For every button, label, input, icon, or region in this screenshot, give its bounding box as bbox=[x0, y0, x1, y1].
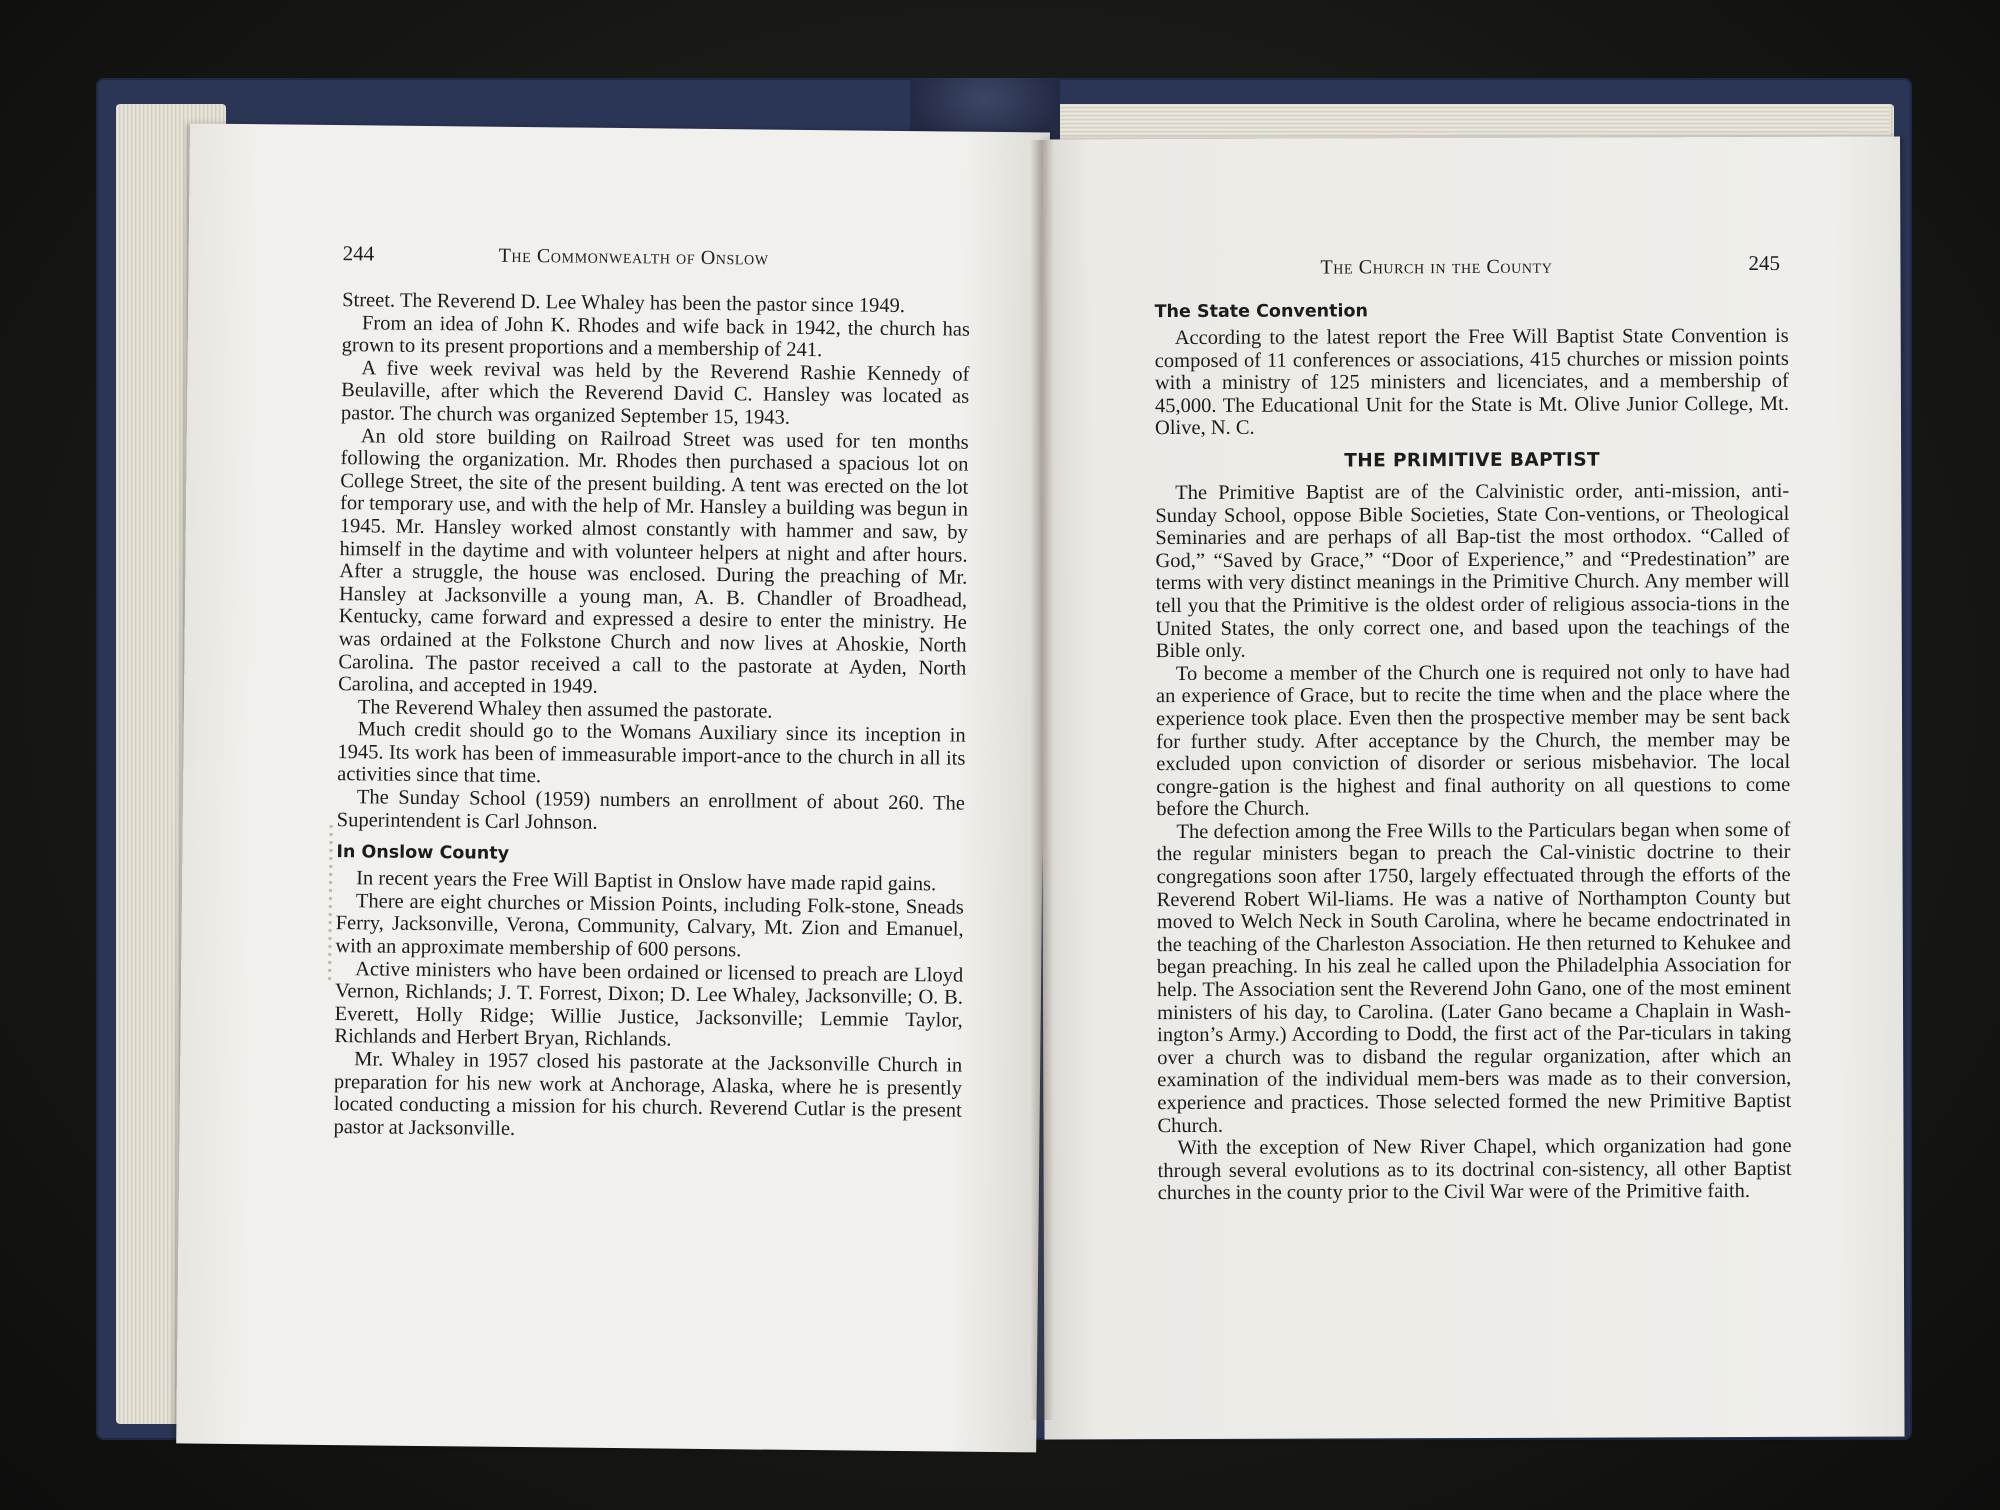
paragraph: Street. The Reverend D. Lee Whaley has been the pastor since 1949. bbox=[342, 289, 906, 317]
left-text-column bbox=[333, 289, 970, 1145]
paragraph: Mr. Whaley in 1957 closed his pastorate at the Jacksonville Church in preparation for his new work at Anchorage, Alaska, where he is presently located conducting a mission for his church. Reverend Cutlar is the present pastor at Jacksonville. bbox=[333, 1048, 963, 1140]
section-heading-state-convention: The State Convention bbox=[1154, 301, 1369, 323]
paragraph: An old store building on Railroad Street was used for ten months following the organization. Mr. Rhodes then purchased a spacious lot on College Street, the site of the present building. A tent was erected on the lot for temporary use, and with the help of Mr. Hansley a building was begun in 1945. Mr. Hansley worked almost constantly with hammer and saw, by himself in the daytime and with volunteer helpers at night and after hours. After a struggle, the house was enclosed. During the preaching of Mr. Hansley at Jacksonville a young man, A. B. Chandler of Broadhead, Kentucky, came forward and expressed a desire to enter the ministry. He was ordained at the Folkstone Church and now lives at Ahoskie, North Carolina. The pastor received a call to the pastorate at Ayden, North Carolina, and accepted in 1949. bbox=[338, 424, 969, 698]
right-page bbox=[1040, 136, 1905, 1439]
paragraph: From an idea of John K. Rhodes and wife back in 1942, the church has grown to its present proportions and a membership of 241. bbox=[341, 311, 971, 362]
paragraph: Much credit should go to the Womans Auxiliary since its inception in 1945. Its work has been of immeasurable import-ance to the church in all its activities since that time. bbox=[337, 718, 966, 788]
paragraph: The Primitive Baptist are of the Calvinistic order, anti-mission, anti-Sunday School, oppose Bible Societies, State Con-ventions, or Theological Seminaries and are perhaps of all Bap-tist the most orthodox. “Called of God,” “Saved by Grace,” “Door of Experience,” and “Predestination” are terms with very distinct meanings in the Primitive Church. Any member will tell you that the Primitive is the oldest order of religious associa-tions in the United States, the only correct one, and based upon the teachings of the Bible only. bbox=[1155, 479, 1790, 663]
section-heading-onslow-county: In Onslow County bbox=[336, 842, 510, 865]
running-head-left: The Commonwealth of Onslow bbox=[498, 244, 769, 270]
section-heading-primitive-baptist: THE PRIMITIVE BAPTIST bbox=[1344, 449, 1601, 472]
paragraph: In recent years the Free Will Baptist in Onslow have made rapid gains. bbox=[356, 867, 937, 896]
page-edge-mark bbox=[328, 825, 333, 985]
paragraph: There are eight churches or Mission Points, including Folk-stone, Sneads Ferry, Jacksonville, Verona, Community, Calvary, Mt. Zion and Emanuel, with an approximate membership of 600 persons. bbox=[335, 890, 964, 962]
paragraph: According to the latest report the Free Will Baptist State Convention is composed of 11 conferences or associations, 415 churches or mission points with a ministry of 125 ministers and licenciates, and a membership of 45,000. The Educational Unit for the State is Mt. Olive Junior College, Mt. Olive, N. C. bbox=[1154, 324, 1789, 440]
running-head-right: The Church in the County bbox=[1320, 255, 1553, 279]
paragraph: The Reverend Whaley then assumed the pastorate. bbox=[357, 695, 773, 723]
page-number-left: 244 bbox=[342, 241, 375, 266]
page-number-right: 245 bbox=[1748, 250, 1780, 276]
paragraph: The Sunday School (1959) numbers an enrollment of about 260. The Superintendent is Carl Johnson. bbox=[336, 786, 966, 834]
left-page bbox=[176, 123, 1050, 1452]
paragraph: With the exception of New River Chapel, which organization had gone through several evolutions as to its doctrinal con-sistency, all other Baptist churches in the county prior to the Civil War were of the Primitive faith. bbox=[1157, 1135, 1792, 1205]
right-text-column bbox=[1155, 299, 1792, 1205]
paragraph: The defection among the Free Wills to the Particulars began when some of the regular ministers began to preach the Cal-vinistic doctrine to their congregations soon after 1750, largely effectuated through the efforts of the Reverend Robert Wil-liams. He was a native of Northampton County but moved to Welch Neck in South Carolina, where he became endoctrinated in the teaching of the Charleston Association. He then returned to Kehukee and began preaching. In his zeal he called upon the Philadelphia Association for help. The Association sent the Reverend John Gano, one of the most eminent ministers of his day, to Carolina. (Later Gano became a Chaplain in Wash-ington’s Army.) According to Dodd, the first act of the Par-ticulars in taking over a church was to disband the regular organization, after which an examination of the individual mem-bers was made as to their conversion, experience and practices. Those selected formed the new Primitive Baptist Church. bbox=[1156, 818, 1792, 1137]
paragraph: Active ministers who have been ordained or licensed to preach are Lloyd Vernon, Richlands; J. T. Forrest, Dixon; D. Lee Whaley, Jacksonville; O. B. Everett, Holly Ridge; Willie Justice, Jacksonville; Lemmie Taylor, Richlands and Herbert Bryan, Richlands. bbox=[334, 957, 964, 1051]
paragraph: To become a member of the Church one is required not only to have had an experience of Grace, but to recite the time when and the place where the experience took place. Even then the prospective member may be sent back for further study. After acceptance by the Church, the member may be excluded upon conviction of disorder or serious misbehavior. The local congre-gation is the highest and final authority on all questions to come before the Church. bbox=[1155, 660, 1791, 821]
book-gutter bbox=[1030, 140, 1054, 1420]
paragraph: A five week revival was held by the Reverend Rashie Kennedy of Beulaville, after which the Reverend David C. Hansley was located as pastor. The church was organized September 15, 1943. bbox=[340, 357, 970, 429]
